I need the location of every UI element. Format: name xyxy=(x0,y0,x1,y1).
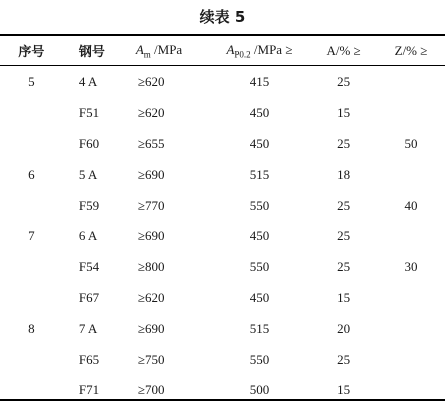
table-row xyxy=(0,190,445,221)
cell-seq xyxy=(0,283,63,314)
header-am-symbol: A xyxy=(135,41,144,57)
cell-z: 40 xyxy=(404,197,418,213)
cell-am: ≥620 xyxy=(137,74,165,90)
cell-seq xyxy=(0,190,63,221)
cell-grade: F67 xyxy=(78,289,100,305)
header-ap xyxy=(209,36,310,65)
cell-ap: 550 xyxy=(249,259,270,275)
cell-ap: 550 xyxy=(249,197,270,213)
cell-am: ≥750 xyxy=(137,351,165,367)
cell-am: ≥700 xyxy=(137,382,165,398)
header-grade: 钢号 xyxy=(78,45,105,60)
cell-grade: 6 A xyxy=(78,228,98,244)
cell-a: 25 xyxy=(337,228,351,244)
cell-seq: 6 xyxy=(28,166,35,182)
header-am-subscript: m xyxy=(143,49,151,60)
cell-seq xyxy=(0,98,63,129)
cell-ap: 415 xyxy=(249,74,270,90)
cell-grade: F54 xyxy=(78,259,100,275)
header-z: Z/% ≥ xyxy=(394,42,428,58)
cell-seq: 7 xyxy=(28,228,35,244)
cell-a: 15 xyxy=(337,105,351,121)
table-title: 续表 5 xyxy=(199,8,246,26)
cell-am: ≥620 xyxy=(137,105,165,121)
cell-ap: 515 xyxy=(249,320,270,336)
cell-grade: F51 xyxy=(78,105,100,121)
cell-am: ≥690 xyxy=(137,166,165,182)
cell-z: 30 xyxy=(404,259,418,275)
cell-ap: 450 xyxy=(249,105,270,121)
cell-grade: 4 A xyxy=(78,74,98,90)
cell-am: ≥690 xyxy=(137,228,165,244)
cell-am: ≥690 xyxy=(137,320,165,336)
cell-ap: 450 xyxy=(249,289,270,305)
cell-am: ≥800 xyxy=(137,259,165,275)
cell-z xyxy=(377,344,445,375)
cell-grade: F60 xyxy=(78,135,100,151)
cell-a: 25 xyxy=(337,135,351,151)
cell-a: 25 xyxy=(337,74,351,90)
cell-seq xyxy=(0,252,63,283)
cell-a: 15 xyxy=(337,289,351,305)
cell-grade: F65 xyxy=(78,351,100,367)
cell-a: 20 xyxy=(337,320,351,336)
table-row xyxy=(0,221,445,252)
table-row xyxy=(0,283,445,314)
header-ap-symbol: A xyxy=(226,41,235,57)
table-row xyxy=(0,159,445,190)
table-row xyxy=(0,129,445,160)
table-row xyxy=(0,313,445,344)
cell-am: ≥770 xyxy=(137,197,165,213)
cell-ap: 500 xyxy=(249,382,270,398)
header-am-unit: /MPa xyxy=(150,41,183,57)
table-row xyxy=(0,344,445,375)
cell-a: 15 xyxy=(337,382,351,398)
table-row xyxy=(0,252,445,283)
table-row xyxy=(0,65,445,98)
table-row xyxy=(0,375,445,406)
cell-z xyxy=(377,159,445,190)
cell-ap: 450 xyxy=(249,228,270,244)
header-row xyxy=(0,36,445,65)
properties-table xyxy=(0,36,445,406)
cell-a: 25 xyxy=(337,197,351,213)
header-seq: 序号 xyxy=(18,45,45,60)
cell-seq: 8 xyxy=(28,320,35,336)
table-row xyxy=(0,98,445,129)
cell-z xyxy=(377,283,445,314)
cell-a: 18 xyxy=(337,166,351,182)
cell-z xyxy=(377,313,445,344)
cell-z xyxy=(377,65,445,98)
header-am xyxy=(136,36,209,65)
cell-z xyxy=(377,221,445,252)
cell-grade: F59 xyxy=(78,197,100,213)
cell-grade: 7 A xyxy=(78,320,98,336)
cell-am: ≥655 xyxy=(137,135,165,151)
cell-a: 25 xyxy=(337,259,351,275)
cell-grade: F71 xyxy=(78,382,100,398)
cell-z: 50 xyxy=(404,135,418,151)
cell-seq xyxy=(0,344,63,375)
cell-grade: 5 A xyxy=(78,166,98,182)
cell-z xyxy=(377,98,445,129)
cell-seq xyxy=(0,129,63,160)
cell-a: 25 xyxy=(337,351,351,367)
header-a: A/% ≥ xyxy=(326,42,361,58)
cell-ap: 450 xyxy=(249,135,270,151)
cell-am: ≥620 xyxy=(137,289,165,305)
header-ap-subscript: P0.2 xyxy=(234,49,251,60)
cell-ap: 550 xyxy=(249,351,270,367)
cell-ap: 515 xyxy=(249,166,270,182)
cell-seq: 5 xyxy=(28,74,35,90)
cell-z xyxy=(377,375,445,406)
cell-seq xyxy=(0,375,63,406)
table-body xyxy=(0,65,445,406)
header-ap-unit: /MPa ≥ xyxy=(250,41,293,57)
